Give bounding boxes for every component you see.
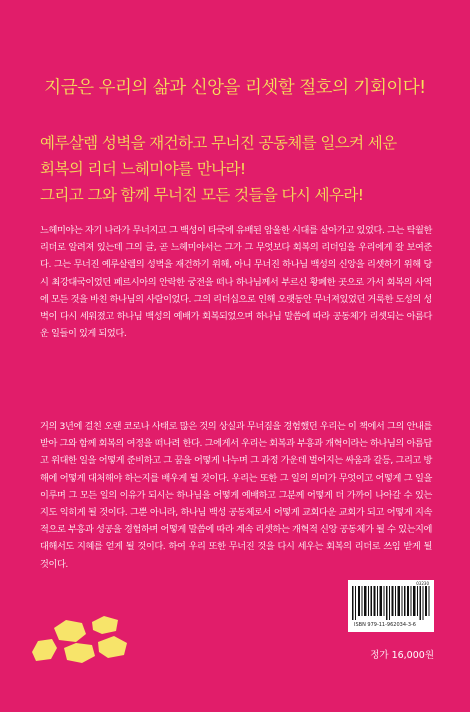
- stone-shape: [64, 643, 95, 663]
- stones-illustration: [30, 608, 130, 666]
- intro-block: [40, 130, 450, 208]
- body-paragraph-2: 거의 3년에 걸친 오랜 코로나 사태로 많은 것의 상실과 무너짐을 경험했던 우리는 이 책에서 그의 안내를 받아 그와 함께 회복의 여정을 떠나려 한다. 그에게서 우리는 회복과 부흥과 개혁이라는 하나님의 아름답고 위대한 일을 어떻게 준비하고 그 꿈을 어떻게 나누며 그 과정 가운데 벌어지는 싸움과 갈등, 그리고 방해에 어떻게 대처해야 하는지를 배우게 될 것이다. 우리는 또한 그 일의 의미가 무엇이고 어떻게 그 일을 이루며 그 모든 일의 이유가 되시는 하나님을 어떻게 예배하고 그분께 어떻게 더 가까이 나아갈 수 있는지도 익히게 될 것이다. 그뿐 아니라, 하나님 백성 공동체로서 어떻게 교회다운 교회가 되고 어떻게 지속적으로 부흥과 성공을 경험하며 어떻게 말씀에 따라 계속 리셋하는 개혁적 신앙 공동체가 될 수 있는지에 대해서도 지혜를 얻게 될 것이다. 하여 우리 또한 무너진 것을 다시 세우는 회복의 리더로 쓰임 받게 될 것이다.: [40, 421, 432, 570]
- headline: 지금은 우리의 삶과 신앙을 리셋할 절호의 기회이다!: [44, 78, 426, 98]
- stone-shape: [92, 616, 118, 634]
- price: 정가 16,000원: [370, 650, 434, 661]
- barcode-addon-code: 03230: [416, 581, 429, 586]
- intro-line: 그리고 그와 함께 무너진 모든 것들을 다시 세우라!: [40, 186, 364, 204]
- barcode: [348, 580, 434, 632]
- isbn-text: ISBN 979-11-962034-3-6: [354, 622, 416, 628]
- barcode-bars: [352, 586, 430, 620]
- stone-shape: [54, 620, 86, 642]
- stone-shape: [98, 636, 127, 658]
- intro-line: 회복의 리더 느헤미야를 만나라!: [40, 160, 246, 178]
- stone-shape: [32, 639, 57, 661]
- body-paragraph-1: 느헤미야는 자기 나라가 무너지고 그 백성이 타국에 유배된 암울한 시대를 살아가고 있었다. 그는 탁월한 리더로 알려져 있는데 그의 글, 곧 느헤미야서는 그가 그 무엇보다 회복의 리더임을 우리에게 잘 보여준다. 그는 무너진 예루살렘의 성벽을 재건하기 위해, 아니 무너진 하나님 백성의 신앙을 리셋하기 위해 당시 최강대국이었던 페르시아의 안락한 궁전을 떠나 하나님께서 부르신 황폐한 곳으로 가서 회복의 사역에 모든 것을 바친 하나님의 사람이었다. 그의 리더십으로 인해 오랫동안 무너져있었던 거룩한 도성의 성벽이 다시 세워졌고 하나님 백성의 예배가 회복되었으며 하나님 말씀에 따라 공동체가 리셋되는 아름다운 일들이 있게 되었다.: [40, 225, 432, 340]
- intro-line: 예루살렘 성벽을 재건하고 무너진 공동체를 일으켜 세운: [40, 134, 397, 152]
